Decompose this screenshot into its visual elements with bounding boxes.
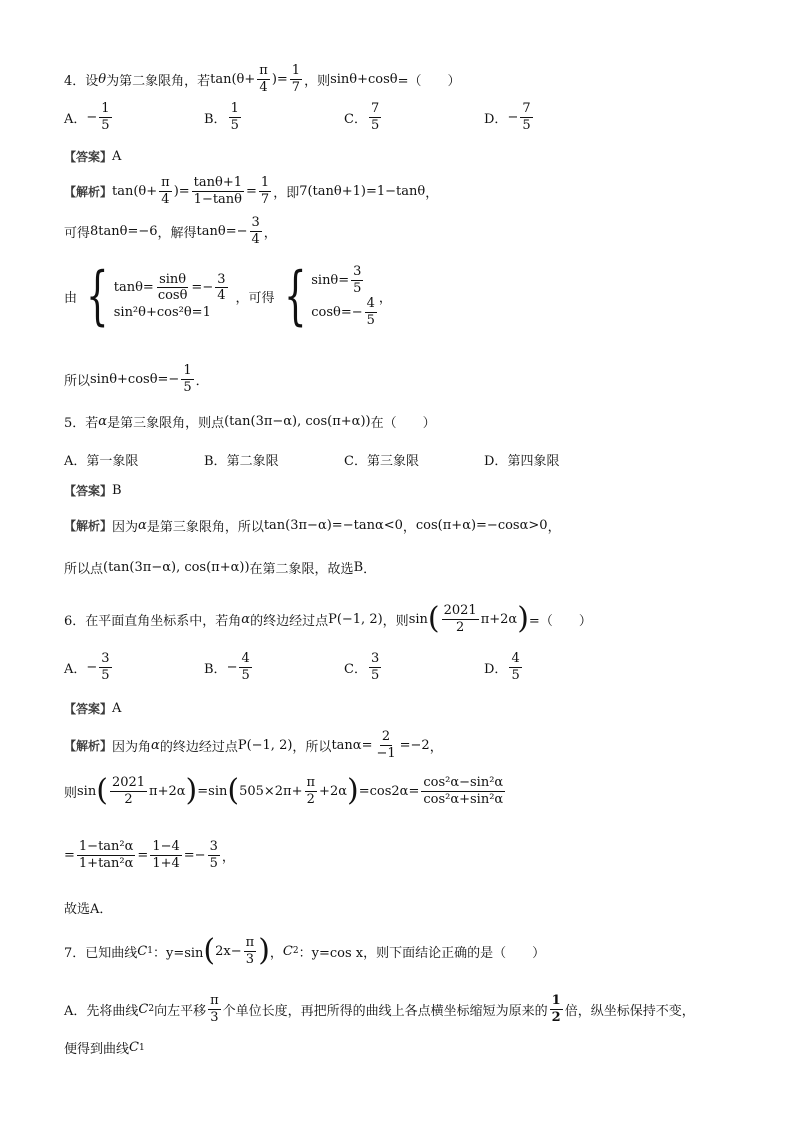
q4-option-c[interactable]: C． $\frac{7}{5}$ — [344, 101, 380, 133]
q5-option-b[interactable]: B． 第二象限 — [204, 454, 279, 469]
equation-system-1: { tanθ= $\frac{\sin\theta}{\cos\theta}$ =− $\frac{3}{4}$ sin²θ+cos²θ=1 — [86, 259, 226, 334]
q6-stem: 6．在平面直角坐标系中，若角 α 的终边经过点 P(−1, 2) ，则 sin ( $\frac{2021}{2}$ π+2α ) =（ ） — [64, 601, 592, 637]
q6-analysis-line2: 则 sin ( $\frac{2021}{2}$ π+2α ) =sin ( 505×2π+ $\frac{\pi}{2}$ +2α ) =cos2α= $\frac{\text{cos²α−sin²α}}{\text{cos²α+sin²α}}$ — [64, 773, 504, 809]
q6-analysis-line3: = $\frac{\text{1−tan²α}}{\text{1+tan²α}}$ = $\frac{1-4}{1+4}$ =− $\frac{3}{5}$ ， — [64, 839, 235, 871]
q5-analysis-line1: 【解析】 因为 α 是第三象限角，所以 tan(3π−α)=−tanα<0 ， cos(π+α)=−cosα>0 ， — [64, 518, 561, 535]
q4-analysis-line3: 由 { tanθ= $\frac{\sin\theta}{\cos\theta}$ =− $\frac{3}{4}$ sin²θ+cos²θ=1 ，可得 { sinθ= $\frac{3}{5}$ cosθ=− $\frac{4}{5}$ ， — [64, 259, 392, 334]
alpha: α — [98, 414, 108, 429]
equation-system-2: { sinθ= $\frac{3}{5}$ cosθ=− $\frac{4}{5}$ — [283, 259, 375, 334]
q6-option-c[interactable]: C． $\frac{3}{5}$ — [344, 651, 380, 683]
sum-expr: sinθ+cosθ — [330, 71, 398, 87]
q4-stem-prefix: 4．设 — [64, 73, 99, 89]
q6-answer: 【答案】 A — [64, 701, 122, 716]
q4-analysis-line4: 所以 sinθ+cosθ=− $\frac{1}{5}$ ． — [64, 363, 209, 395]
q4-analysis-line1: 【解析】 tan(θ+ $\frac{\pi}{4}$ )= $\frac{\tan\theta+1}{1-\tan\theta}$ = $\frac{1}{7}$ ，即 7(tanθ+1)=1−tanθ ， — [64, 175, 439, 207]
tan-expr: tan(θ+ — [210, 71, 256, 87]
point-expr: (tan(3π−α), cos(π+α)) — [224, 414, 371, 429]
analysis-tag: 【解析】 — [64, 184, 113, 199]
q6-option-b[interactable]: B． − $\frac{4}{5}$ — [204, 651, 250, 683]
pi-over-4: $\frac{\pi}{4}$ — [259, 63, 268, 95]
answer-tag: 【答案】 — [64, 150, 113, 164]
q5-answer: 【答案】 B — [64, 483, 122, 498]
q5-analysis-line2: 所以点 (tan(3π−α), cos(π+α)) 在第二象限，故选 B ． — [64, 560, 377, 577]
q6-analysis-line1: 【解析】 因为角 α 的终边经过点 P(−1, 2) ，所以 tanα= $\frac{2}{-1}$ =−2 ， — [64, 729, 443, 761]
q7-stem: 7．已知曲线 C 1 ：y=sin ( 2x− $\frac{\pi}{3}$ ) ， C 2 ：y=cos x ，则下面结论正确的是（ ） — [64, 933, 546, 969]
q5-option-d[interactable]: D． 第四象限 — [484, 454, 560, 469]
q5-option-a[interactable]: A． 第一象限 — [64, 454, 139, 469]
q6-option-d[interactable]: D． $\frac{4}{5}$ — [484, 651, 520, 683]
theta: θ — [98, 71, 107, 87]
q4-stem: 4．设 θ 为第二象限角，若 tan(θ+ $\frac{\pi}{4}$ )= $\frac{1}{7}$ ，则 sinθ+cosθ =（ ） — [64, 63, 461, 95]
answer-value: A — [112, 149, 122, 164]
q7-option-a-cont: 便得到曲线 C 1 — [64, 1040, 145, 1057]
q4-answer — [64, 148, 121, 165]
q6-option-a[interactable]: A． − $\frac{3}{5}$ — [64, 651, 110, 683]
q5-option-c[interactable]: C． 第三象限 — [344, 454, 419, 469]
q4-option-a[interactable]: A． − $\frac{1}{5}$ — [64, 101, 110, 133]
q5-stem: 5．若 α 是第三象限角，则点 (tan(3π−α), cos(π+α)) 在（ ） — [64, 414, 436, 431]
q4-option-b[interactable]: B． $\frac{1}{5}$ — [204, 101, 239, 133]
q6-analysis-line4: 故选A． — [64, 902, 113, 917]
q4-option-d[interactable]: D． − $\frac{7}{5}$ — [484, 101, 531, 133]
q4-analysis-line2: 可得 8tanθ=−6 ，解得 tanθ=− $\frac{3}{4}$ ， — [64, 215, 277, 247]
q7-option-a[interactable]: A．先将曲线 C 2 向左平移 $\frac{\pi}{3}$ 个单位长度，再把所得的曲线上各点横坐标缩短为原来的 $\frac{1}{2}$ 倍，纵坐标保持不变， — [64, 993, 695, 1025]
one-seventh: $\frac{1}{7}$ — [291, 63, 301, 95]
q4-stem-text: 为第二象限角，若 — [106, 73, 211, 89]
